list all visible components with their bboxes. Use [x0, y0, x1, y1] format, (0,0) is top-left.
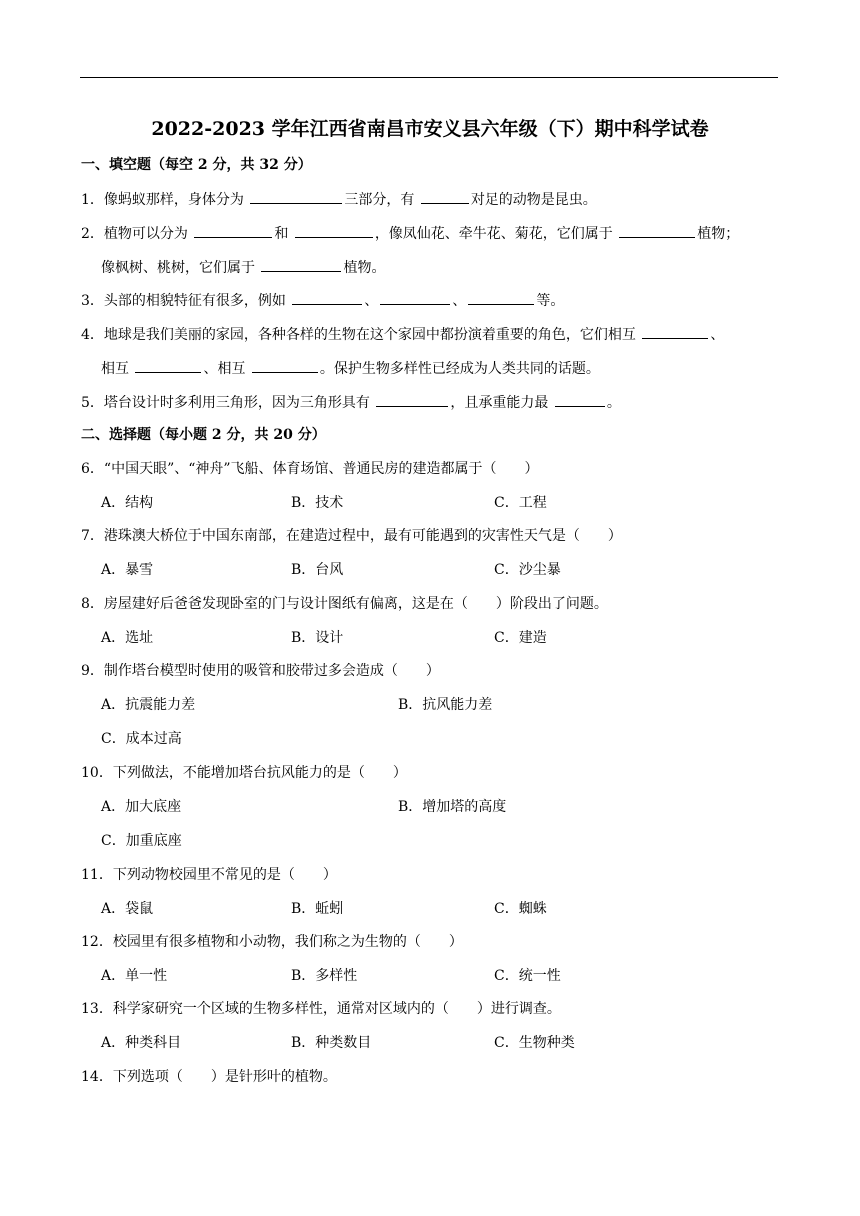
question-text: 2．植物可以分为	[81, 226, 193, 242]
question-text: 三部分，有	[344, 192, 419, 208]
question-text: 4．地球是我们美丽的家园，各种各样的生物在这个家园中都扮演着重要的角色，它们相互	[81, 327, 641, 343]
question-text: ，且承重能力最	[450, 395, 553, 411]
question-11: 11．下列动物校园里不常见的是（ ）	[81, 867, 337, 883]
question-text: 。保护生物多样性已经成为人类共同的话题。	[319, 361, 600, 377]
option-b[interactable]: B．多样性	[291, 968, 358, 984]
option-c[interactable]: C．沙尘暴	[494, 562, 561, 578]
option-b[interactable]: B．设计	[291, 630, 344, 646]
question-text: ，像凤仙花、牵牛花、菊花，它们属于	[374, 226, 618, 242]
option-b[interactable]: B．蚯蚓	[291, 901, 344, 917]
question-text: 植物；	[697, 226, 740, 242]
page-title: 2022-2023 学年江西省南昌市安义县六年级（下）期中科学试卷	[151, 118, 709, 140]
question-text: 3．头部的相貌特征有很多，例如	[81, 293, 291, 309]
option-b[interactable]: B．抗风能力差	[398, 697, 493, 713]
question-text: 等。	[536, 293, 565, 309]
question-6: 6．“中国天眼”、“神舟”飞船、体育场馆、普通民房的建造都属于（ ）	[81, 461, 539, 477]
option-b[interactable]: B．种类数目	[291, 1035, 372, 1051]
answer-blank[interactable]	[642, 324, 708, 339]
option-c[interactable]: C．统一性	[494, 968, 561, 984]
option-b[interactable]: B．台风	[291, 562, 344, 578]
option-a[interactable]: A．袋鼠	[101, 901, 154, 917]
option-c[interactable]: C．加重底座	[101, 833, 182, 849]
question-1	[81, 189, 597, 210]
question-2-continued	[101, 257, 385, 278]
question-8: 8．房屋建好后爸爸发现卧室的门与设计图纸有偏离，这是在（ ）阶段出了问题。	[81, 596, 608, 612]
question-text: 相互	[101, 361, 134, 377]
answer-blank[interactable]	[252, 358, 318, 373]
option-a[interactable]: A．单一性	[101, 968, 168, 984]
option-a[interactable]: A．选址	[101, 630, 154, 646]
answer-blank[interactable]	[619, 223, 695, 238]
question-text: 、	[364, 293, 379, 309]
question-3	[81, 290, 564, 311]
question-2	[81, 223, 739, 244]
answer-blank[interactable]	[421, 189, 469, 204]
question-14: 14．下列选项（ ）是针形叶的植物。	[81, 1069, 337, 1085]
header-rule	[80, 77, 778, 78]
option-b[interactable]: B．技术	[291, 495, 344, 511]
question-text: 、	[452, 293, 467, 309]
option-c[interactable]: C．建造	[494, 630, 547, 646]
section-heading-multiple-choice: 二、选择题（每小题 2 分，共 20 分）	[81, 427, 326, 443]
question-7: 7．港珠澳大桥位于中国东南部，在建造过程中，最有可能遇到的灾害性天气是（ ）	[81, 528, 622, 544]
option-b[interactable]: B．增加塔的高度	[398, 799, 507, 815]
answer-blank[interactable]	[135, 358, 201, 373]
answer-blank[interactable]	[250, 189, 342, 204]
answer-blank[interactable]	[380, 290, 450, 305]
question-9: 9．制作塔台模型时使用的吸管和胶带过多会造成（ ）	[81, 663, 440, 679]
answer-blank[interactable]	[468, 290, 534, 305]
option-c[interactable]: C．成本过高	[101, 731, 182, 747]
option-c[interactable]: C．生物种类	[494, 1035, 575, 1051]
question-5	[81, 392, 621, 413]
answer-blank[interactable]	[194, 223, 272, 238]
option-a[interactable]: A．结构	[101, 495, 154, 511]
question-text: 、	[710, 327, 725, 343]
option-a[interactable]: A．抗震能力差	[101, 697, 196, 713]
question-text: 、相互	[203, 361, 250, 377]
question-text: 对足的动物是昆虫。	[470, 192, 597, 208]
question-text: 5．塔台设计时多利用三角形，因为三角形具有	[81, 395, 375, 411]
option-a[interactable]: A．暴雪	[101, 562, 154, 578]
section-heading-fill-blank: 一、填空题（每空 2 分，共 32 分）	[81, 157, 312, 173]
answer-blank[interactable]	[295, 223, 373, 238]
option-a[interactable]: A．种类科目	[101, 1035, 182, 1051]
option-a[interactable]: A．加大底座	[101, 799, 182, 815]
question-13: 13．科学家研究一个区域的生物多样性，通常对区域内的（ ）进行调查。	[81, 1001, 561, 1017]
question-text: 像枫树、桃树，它们属于	[101, 260, 260, 276]
answer-blank[interactable]	[261, 257, 341, 272]
option-c[interactable]: C．蜘蛛	[494, 901, 547, 917]
option-c[interactable]: C．工程	[494, 495, 547, 511]
answer-blank[interactable]	[376, 392, 448, 407]
question-text: 植物。	[343, 260, 386, 276]
question-4-continued	[101, 358, 600, 379]
question-4	[81, 324, 724, 345]
answer-blank[interactable]	[292, 290, 362, 305]
question-text: 。	[606, 395, 621, 411]
question-text: 和	[274, 226, 293, 242]
question-text: 1．像蚂蚁那样，身体分为	[81, 192, 249, 208]
answer-blank[interactable]	[555, 392, 605, 407]
question-12: 12．校园里有很多植物和小动物，我们称之为生物的（ ）	[81, 934, 463, 950]
question-10: 10．下列做法，不能增加塔台抗风能力的是（ ）	[81, 765, 407, 781]
